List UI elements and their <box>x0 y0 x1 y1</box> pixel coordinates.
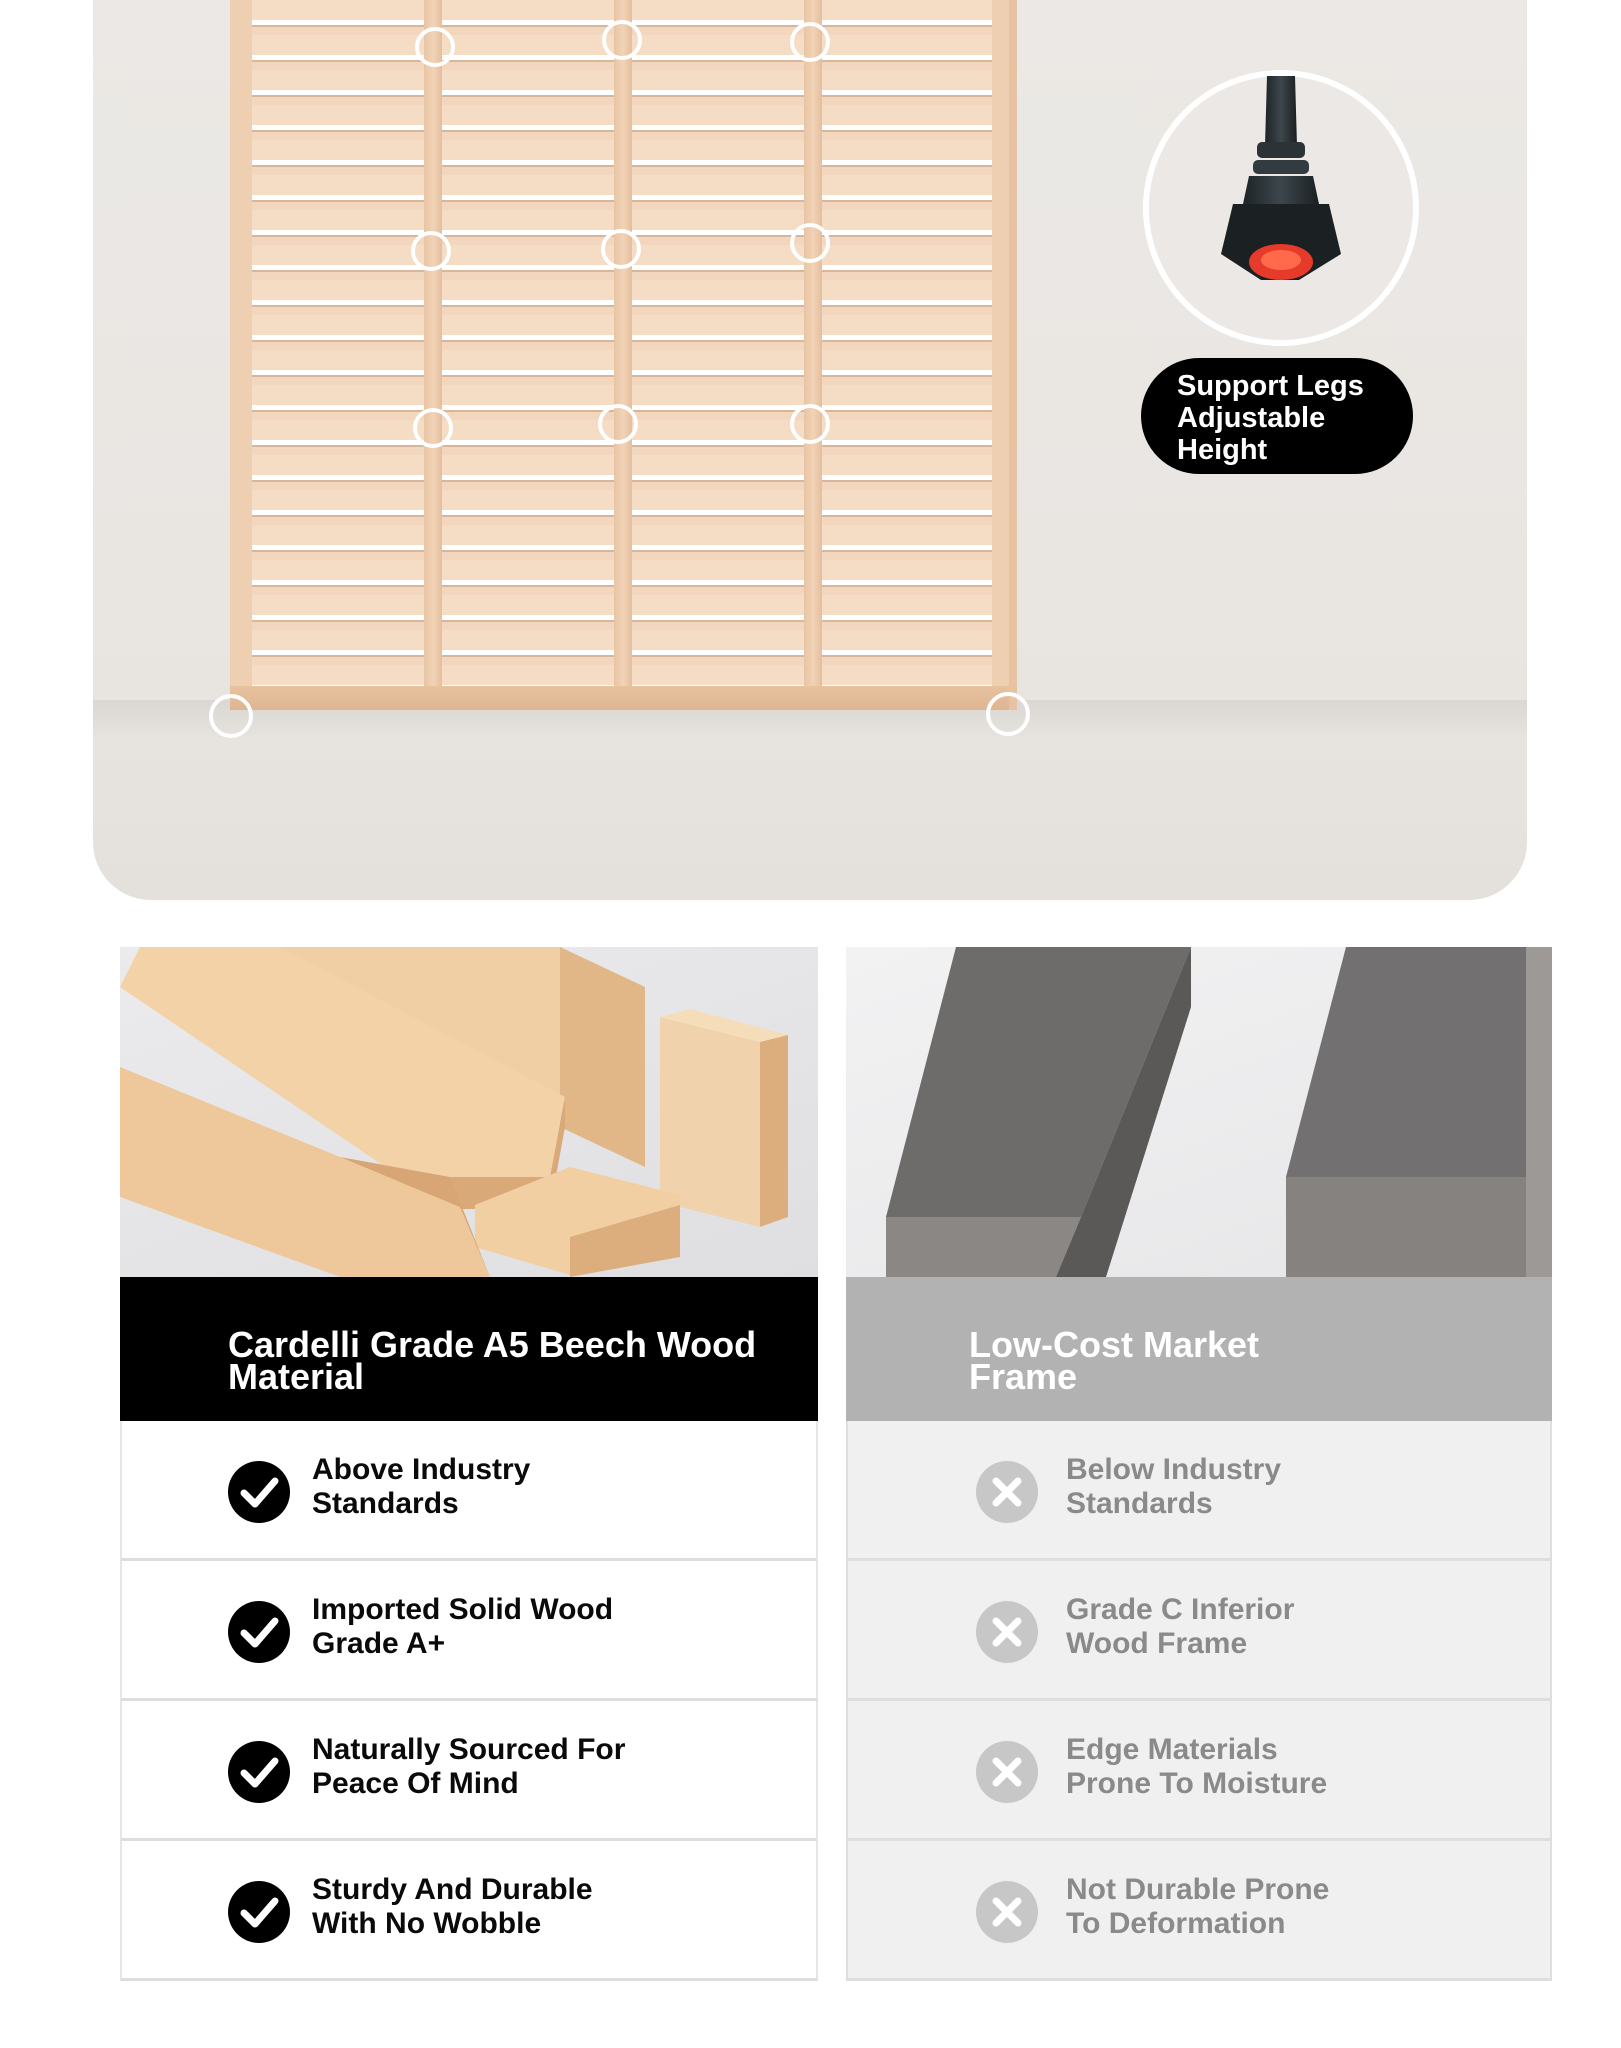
feature-line-1: Edge Materials <box>1066 1733 1278 1766</box>
feature-line-1: Above Industry <box>312 1453 531 1486</box>
check-circle-icon <box>228 1741 290 1803</box>
feature-line-2: Grade A+ <box>312 1627 446 1660</box>
feature-line-2: Prone To Moisture <box>1066 1767 1328 1800</box>
comparison-column-beech <box>120 947 818 1981</box>
feature-line-1: Sturdy And Durable <box>312 1873 593 1906</box>
ring-marker-icon <box>598 404 638 444</box>
list-item <box>120 1561 818 1701</box>
list-item <box>846 1701 1552 1841</box>
ring-marker-icon <box>411 231 451 271</box>
comparison-column-low-cost <box>846 947 1552 1981</box>
low-cost-title-line-2: Frame <box>969 1356 1078 1397</box>
adjustable-support-leg-icon <box>1149 76 1413 340</box>
ring-marker-icon <box>209 694 253 738</box>
support-legs-badge <box>1141 358 1413 474</box>
support-leg-closeup <box>1143 70 1419 346</box>
list-item <box>846 1561 1552 1701</box>
feature-line-2: Peace Of Mind <box>312 1767 519 1800</box>
check-circle-icon <box>228 1461 290 1523</box>
feature-line-2: Standards <box>1066 1487 1213 1520</box>
feature-line-2: With No Wobble <box>312 1907 542 1940</box>
list-item <box>120 1701 818 1841</box>
hero-product-card <box>93 0 1527 900</box>
beech-column-header <box>120 1277 818 1421</box>
leg-badge-line-1: Support Legs <box>1177 370 1364 402</box>
slatted-bed-frame-image <box>230 0 1017 710</box>
beech-wood-photo <box>120 947 818 1277</box>
check-circle-icon <box>228 1601 290 1663</box>
list-item <box>846 1841 1552 1981</box>
ring-marker-icon <box>790 223 830 263</box>
ring-marker-icon <box>415 27 455 67</box>
beech-wood-planks-icon <box>120 947 818 1277</box>
feature-line-2: To Deformation <box>1066 1907 1286 1940</box>
list-item <box>120 1841 818 1981</box>
slat-rail <box>804 0 822 686</box>
feature-line-1: Grade C Inferior <box>1066 1593 1295 1626</box>
feature-line-1: Naturally Sourced For <box>312 1733 626 1766</box>
slat-frame-bottom-rail <box>230 686 1009 710</box>
slat-rail <box>424 0 442 686</box>
ring-marker-icon <box>601 229 641 269</box>
feature-line-1: Not Durable Prone <box>1066 1873 1330 1906</box>
feature-line-1: Below Industry <box>1066 1453 1282 1486</box>
feature-text <box>1066 1593 1294 1661</box>
feature-text <box>1066 1453 1281 1521</box>
low-cost-wood-beams-icon <box>846 947 1552 1277</box>
feature-text <box>312 1733 625 1801</box>
x-circle-icon <box>976 1461 1038 1523</box>
x-circle-icon <box>976 1601 1038 1663</box>
ring-marker-icon <box>602 20 642 60</box>
feature-text <box>1066 1873 1329 1941</box>
low-cost-title-line-1: Low-Cost Market <box>969 1324 1260 1365</box>
low-cost-column-header <box>846 1277 1552 1421</box>
feature-line-2: Wood Frame <box>1066 1627 1248 1660</box>
ring-marker-icon <box>790 22 830 62</box>
beech-title-line-2: Material <box>228 1356 365 1397</box>
feature-line-1: Imported Solid Wood <box>312 1593 614 1626</box>
slat-rail <box>614 0 632 686</box>
ring-marker-icon <box>790 404 830 444</box>
list-item <box>120 1421 818 1561</box>
check-circle-icon <box>228 1881 290 1943</box>
low-cost-wood-photo <box>846 947 1552 1277</box>
leg-badge-line-3: Height <box>1177 434 1268 466</box>
feature-text <box>312 1593 613 1661</box>
feature-text <box>1066 1733 1327 1801</box>
feature-text <box>312 1453 530 1521</box>
x-circle-icon <box>976 1741 1038 1803</box>
slat-area <box>252 0 992 686</box>
feature-line-2: Standards <box>312 1487 459 1520</box>
ring-marker-icon <box>986 692 1030 736</box>
feature-text <box>312 1873 593 1941</box>
x-circle-icon <box>976 1881 1038 1943</box>
ring-marker-icon <box>413 408 453 448</box>
leg-badge-line-2: Adjustable <box>1177 402 1326 434</box>
beech-title-line-1: Cardelli Grade A5 Beech Wood <box>228 1324 757 1365</box>
list-item <box>846 1421 1552 1561</box>
